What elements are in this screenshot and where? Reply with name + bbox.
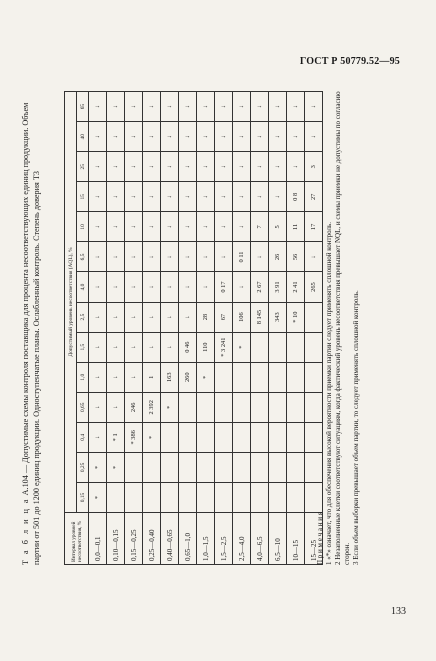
table-cell: ↓ <box>107 272 125 302</box>
aql-column-header: 4,0 <box>77 272 89 302</box>
note-3: 3 Если объем выборки превышает объем партии, то следует применять сплошной контроль. <box>352 290 360 565</box>
table-row <box>233 92 251 565</box>
standard-header: ГОСТ Р 50779.52—95 <box>299 56 400 67</box>
table-cell: ↓ <box>215 182 233 212</box>
table-cell: * <box>161 392 179 422</box>
table-cell: ↓ <box>107 392 125 422</box>
table-cell <box>197 422 215 452</box>
table-row <box>287 92 305 565</box>
table-cell <box>287 422 305 452</box>
table-cell <box>197 392 215 422</box>
table-cell: ↓ <box>215 92 233 122</box>
table-cell: ↓ <box>89 182 107 212</box>
aql-column-header: 15 <box>77 182 89 212</box>
row-label: 15—25 <box>305 513 323 565</box>
table-cell: ↓ <box>107 242 125 272</box>
table-cell <box>161 452 179 482</box>
table-cell <box>251 332 269 362</box>
table-title-text: А.104 — Допустимые схемы контроля поставщика для процента несоответствующих единиц продукции. Объем партии от 501 до 1200 единиц продукции. Одноступенчатые планы. Ослабленный контроль. Степень доверия Т3 <box>21 102 41 565</box>
aql-column-header: 65 <box>77 92 89 122</box>
table-cell: ↓ <box>107 122 125 152</box>
table-cell <box>233 452 251 482</box>
table-cell <box>215 452 233 482</box>
table-cell: 8 145 <box>251 302 269 332</box>
table-cell: 106 <box>233 302 251 332</box>
table-cell: ↓ <box>233 92 251 122</box>
aql-column-header: 6,5 <box>77 242 89 272</box>
table-cell <box>269 362 287 392</box>
table-cell: ↓ <box>143 242 161 272</box>
row-label: 0,65—1,0 <box>179 513 197 565</box>
table-cell: ↓ <box>143 212 161 242</box>
table-cell <box>161 422 179 452</box>
table-cell: ↓ <box>89 152 107 182</box>
row-label: 1,0—1,5 <box>197 513 215 565</box>
table-cell: ↓ <box>305 242 323 272</box>
table-cell <box>269 482 287 512</box>
table-notes <box>316 85 361 565</box>
table-cell: 26 <box>269 242 287 272</box>
row-label: 0,0—0,1 <box>89 513 107 565</box>
table-cell: ↓ <box>125 92 143 122</box>
table-cell: ↓ <box>179 152 197 182</box>
table-cell <box>197 452 215 482</box>
table-cell: 27 <box>305 182 323 212</box>
aql-column-header: 1,0 <box>77 362 89 392</box>
table-cell: ↓ <box>89 242 107 272</box>
table-cell: 5 <box>269 212 287 242</box>
table-cell <box>251 362 269 392</box>
table-cell <box>215 422 233 452</box>
row-label: 1,5—2,5 <box>215 513 233 565</box>
table-cell: * 386 <box>125 422 143 452</box>
table-cell: ↓ <box>107 212 125 242</box>
table-cell <box>125 452 143 482</box>
table-cell: ↓ <box>179 272 197 302</box>
table-cell <box>143 482 161 512</box>
table-cell: ↓ <box>233 182 251 212</box>
table-cell: ↓ <box>89 392 107 422</box>
table-cell <box>233 422 251 452</box>
table-cell: 7 <box>251 212 269 242</box>
row-label: 0,10—0,15 <box>107 513 125 565</box>
table-cell: ↓ <box>197 212 215 242</box>
table-cell: ↓ <box>89 272 107 302</box>
table-cell: ↓ <box>107 302 125 332</box>
table-cell: ↓ <box>269 92 287 122</box>
table-cell <box>287 452 305 482</box>
table-cell: ↓ <box>89 212 107 242</box>
table-cell: ↓ <box>305 122 323 152</box>
table-cell: ↓ <box>197 92 215 122</box>
table-cell: ↓ <box>215 122 233 152</box>
table-cell: ↓ <box>125 302 143 332</box>
table-cell: * <box>143 422 161 452</box>
table-cell: ↓ <box>125 182 143 212</box>
table-cell: ↓ <box>89 302 107 332</box>
table-row <box>161 92 179 565</box>
table-cell <box>179 392 197 422</box>
table-cell: 110 <box>197 332 215 362</box>
table-cell <box>287 482 305 512</box>
table-cell: ↓ <box>107 92 125 122</box>
note-2: 2 Незаполненные клетки соответствуют ситуациям, когда фактический уровень несоответствия превышает NQL, и схемы приемки не допустимы по согласию сторон. <box>334 91 351 565</box>
table-cell: ↓ <box>107 332 125 362</box>
table-cell: * 10 <box>287 302 305 332</box>
table-cell: ↓ <box>89 422 107 452</box>
table-row <box>197 92 215 565</box>
table-cell <box>269 392 287 422</box>
table-cell: ↓ <box>125 242 143 272</box>
table-cell: ↓ <box>233 152 251 182</box>
table-cell: * 3 241 <box>215 332 233 362</box>
table-cell: * 1 <box>107 422 125 452</box>
table-cell: ↓ <box>269 122 287 152</box>
table-cell <box>269 332 287 362</box>
table-cell: ↓ <box>143 152 161 182</box>
table-cell <box>197 482 215 512</box>
table-cell <box>287 392 305 422</box>
table-row <box>215 92 233 565</box>
table-cell: 0 46 <box>179 332 197 362</box>
table-cell: 56 <box>287 242 305 272</box>
row-header: Интервал уровней несоответствия, % <box>65 513 89 565</box>
table-cell: ↓ <box>233 122 251 152</box>
row-label: 10—15 <box>287 513 305 565</box>
page-number: 133 <box>391 606 406 617</box>
table-cell <box>251 452 269 482</box>
table-cell: 260 <box>179 362 197 392</box>
table-cell: ↓ <box>233 212 251 242</box>
table-cell: ↓ <box>179 122 197 152</box>
aql-column-header: 40 <box>77 122 89 152</box>
table-cell: ↓ <box>251 92 269 122</box>
table-cell: 0 11 <box>233 242 251 272</box>
table-cell: ↓ <box>179 182 197 212</box>
table-cell <box>233 482 251 512</box>
table-cell: ↓ <box>125 362 143 392</box>
aql-column-header: 0,15 <box>77 482 89 512</box>
table-cell: ↓ <box>269 152 287 182</box>
table-cell <box>269 422 287 452</box>
acceptance-table <box>64 91 323 565</box>
table-cell: ↓ <box>251 152 269 182</box>
table-cell: 2 41 <box>287 272 305 302</box>
table-cell: ↓ <box>89 92 107 122</box>
table-cell: 1 <box>143 362 161 392</box>
table-cell: ↓ <box>269 182 287 212</box>
table-cell: ↓ <box>161 122 179 152</box>
table-cell: ↓ <box>179 242 197 272</box>
table-cell: ↓ <box>143 332 161 362</box>
table-cell: 0 17 <box>215 272 233 302</box>
table-cell: ↓ <box>251 242 269 272</box>
table-cell <box>125 482 143 512</box>
table-cell: 163 <box>161 362 179 392</box>
aql-column-header: 2,5 <box>77 302 89 332</box>
table-cell: ↓ <box>197 152 215 182</box>
table-cell: ↓ <box>161 212 179 242</box>
table-cell <box>269 452 287 482</box>
table-cell: ↓ <box>89 122 107 152</box>
table-cell: ↓ <box>143 122 161 152</box>
table-cell: ↓ <box>143 92 161 122</box>
table-cell: ↓ <box>251 182 269 212</box>
table-cell: ↓ <box>287 92 305 122</box>
table-cell: 2 392 <box>143 392 161 422</box>
row-label: 4,0—6,5 <box>251 513 269 565</box>
table-cell: ↓ <box>197 272 215 302</box>
table-cell: * <box>89 452 107 482</box>
table-cell: ↓ <box>215 242 233 272</box>
table-row <box>89 92 107 565</box>
table-cell: 11 <box>287 212 305 242</box>
table-cell: ↓ <box>143 272 161 302</box>
table-cell: ↓ <box>287 152 305 182</box>
notes-title: П р и м е ч а н и я <box>316 512 324 565</box>
table-cell <box>287 362 305 392</box>
table-cell <box>107 482 125 512</box>
table-cell: ↓ <box>107 182 125 212</box>
table-cell <box>179 422 197 452</box>
table-cell: ↓ <box>179 302 197 332</box>
table-row <box>107 92 125 565</box>
table-cell <box>215 392 233 422</box>
aql-column-header: 25 <box>77 152 89 182</box>
table-cell <box>251 422 269 452</box>
table-cell <box>161 482 179 512</box>
table-cell <box>143 452 161 482</box>
row-label: 0,40—0,65 <box>161 513 179 565</box>
table-cell: ↓ <box>161 152 179 182</box>
row-label: 2,5—4,0 <box>233 513 251 565</box>
table-cell: ↓ <box>215 152 233 182</box>
table-cell: ↓ <box>197 242 215 272</box>
table-cell <box>179 452 197 482</box>
aql-column-header: 1,5 <box>77 332 89 362</box>
table-cell: ↓ <box>107 152 125 182</box>
table-cell: ↓ <box>143 182 161 212</box>
table-cell: * <box>89 482 107 512</box>
row-label: 6,5—10 <box>269 513 287 565</box>
table-cell: ↓ <box>89 332 107 362</box>
table-cell: ↓ <box>125 122 143 152</box>
table-cell: ↓ <box>161 182 179 212</box>
table-cell: 28 <box>197 302 215 332</box>
table-row <box>269 92 287 565</box>
table-cell: ↓ <box>107 362 125 392</box>
table-title <box>20 85 42 565</box>
table-cell <box>215 362 233 392</box>
table-cell: ↓ <box>161 302 179 332</box>
table-cell: ↓ <box>233 272 251 302</box>
table-cell: 265 <box>305 272 323 302</box>
table-cell: ↓ <box>161 92 179 122</box>
table-cell: 0 8 <box>287 182 305 212</box>
aql-column-header: 0,4 <box>77 422 89 452</box>
table-cell: ↓ <box>215 212 233 242</box>
table-cell: ↓ <box>125 272 143 302</box>
table-cell <box>179 482 197 512</box>
aql-column-header: 10 <box>77 212 89 242</box>
table-cell: 17 <box>305 212 323 242</box>
table-cell: * <box>233 332 251 362</box>
table-cell: * <box>107 452 125 482</box>
table-cell: ↓ <box>125 152 143 182</box>
row-label: 0,15—0,25 <box>125 513 143 565</box>
aql-column-header: 0,65 <box>77 392 89 422</box>
table-cell: ↓ <box>179 92 197 122</box>
table-cell <box>287 332 305 362</box>
table-cell: ↓ <box>125 212 143 242</box>
rotated-table-block <box>20 83 366 571</box>
table-cell: ↓ <box>161 272 179 302</box>
table-cell: ↓ <box>161 242 179 272</box>
table-cell <box>251 482 269 512</box>
table-label: Т а б л и ц а <box>21 497 30 565</box>
table-cell: 3 91 <box>269 272 287 302</box>
table-cell: 3 <box>305 152 323 182</box>
table-cell: 67 <box>215 302 233 332</box>
table-cell: ↓ <box>287 122 305 152</box>
row-label: 0,25—0,40 <box>143 513 161 565</box>
note-1: 1 «*» означает, что для обеспечения высокой вероятности приемки партии следует применять сплошной контроль. <box>325 222 333 565</box>
table-row <box>179 92 197 565</box>
table-cell <box>233 392 251 422</box>
table-cell: ↓ <box>125 332 143 362</box>
table-cell: * <box>197 362 215 392</box>
table-cell: 246 <box>125 392 143 422</box>
table-cell: ↓ <box>197 182 215 212</box>
table-row <box>143 92 161 565</box>
aql-column-header: 0,25 <box>77 452 89 482</box>
table-cell: 343 <box>269 302 287 332</box>
table-row <box>125 92 143 565</box>
table-cell <box>233 362 251 392</box>
table-cell: 2 67 <box>251 272 269 302</box>
table-cell: ↓ <box>161 332 179 362</box>
table-row <box>251 92 269 565</box>
table-cell: ↓ <box>305 92 323 122</box>
table-cell: ↓ <box>143 302 161 332</box>
table-cell: ↓ <box>179 212 197 242</box>
table-cell <box>215 482 233 512</box>
aql-header: Допустимый уровень несоответствия (AQL), % <box>65 92 77 513</box>
table-cell: ↓ <box>89 362 107 392</box>
table-cell: ↓ <box>197 122 215 152</box>
table-cell: ↓ <box>251 122 269 152</box>
table-cell <box>251 392 269 422</box>
